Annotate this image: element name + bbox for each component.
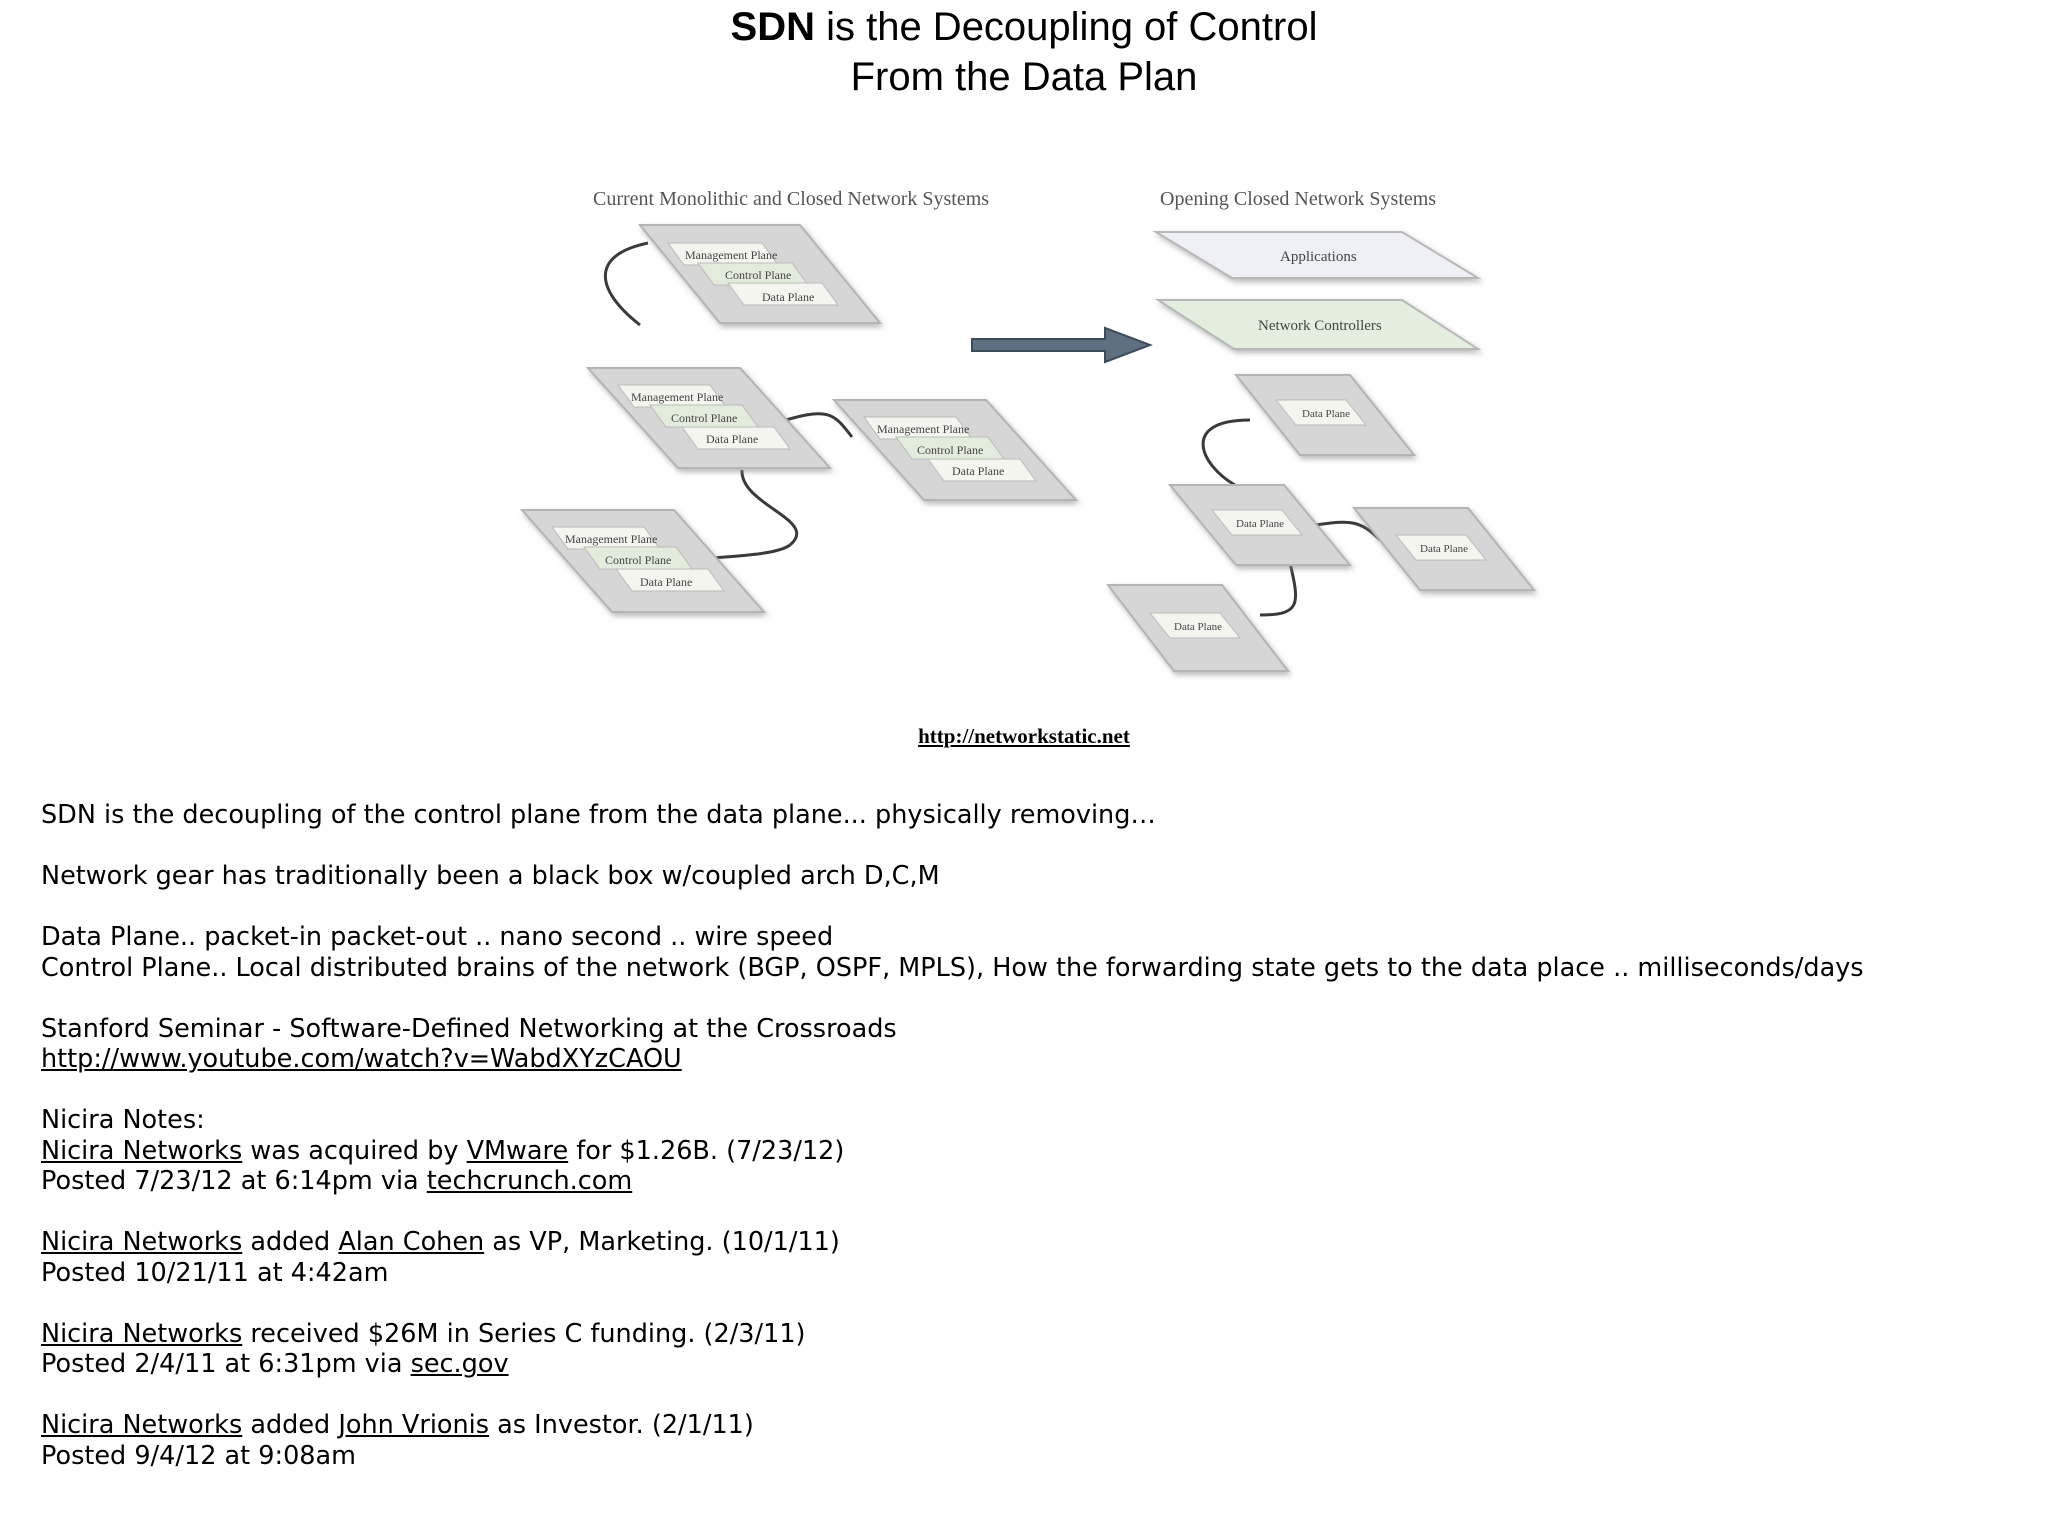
data-plane-label: Data Plane <box>706 432 759 446</box>
entry-text: added <box>242 1227 339 1257</box>
right-diagram-title: Opening Closed Network Systems <box>1160 188 1437 210</box>
entry-text: for $1.26B. (7/23/12) <box>568 1135 845 1166</box>
vmware-link[interactable]: VMware <box>466 1135 569 1166</box>
entry-text: as VP, Marketing. (10/1/11) <box>484 1227 840 1257</box>
right-cable-1 <box>1203 420 1250 485</box>
entry-text: as Investor. (2/1/11) <box>489 1410 754 1440</box>
entry-3-line <box>41 1319 2031 1350</box>
mgmt-plane-label: Management Plane <box>685 248 778 262</box>
legacy-switch-3 <box>834 400 1076 500</box>
data-plane-switch-1 <box>1236 375 1414 455</box>
data-plane-label: Data Plane <box>640 575 693 589</box>
nicira-networks-link[interactable]: Nicira Networks <box>41 1318 243 1349</box>
techcrunch-link[interactable]: techcrunch.com <box>426 1166 633 1196</box>
legacy-switch-1 <box>640 225 880 323</box>
nicira-entry-3 <box>41 1319 2031 1380</box>
data-plane-label: Data Plane <box>1174 621 1222 633</box>
nicira-notes-heading: Nicira Notes: <box>41 1105 205 1135</box>
mgmt-plane-label: Management Plane <box>565 532 658 546</box>
applications-label: Applications <box>1280 249 1357 265</box>
control-plane-label: Control Plane <box>917 443 984 457</box>
data-plane-label: Data Plane <box>1302 408 1350 420</box>
note-planes <box>41 922 2031 983</box>
mgmt-plane-label: Management Plane <box>877 422 970 436</box>
source-link[interactable]: http://networkstatic.net <box>918 724 1130 748</box>
entry-4-line <box>41 1410 2031 1441</box>
sdn-diagram <box>500 175 1560 695</box>
control-plane-label: Control Plane <box>605 553 672 567</box>
entry-1-posted <box>41 1166 2031 1197</box>
data-plane-label: Data Plane <box>1236 518 1284 530</box>
posted-text: Posted 7/23/12 at 6:14pm via <box>41 1166 427 1196</box>
alan-cohen-link[interactable]: Alan Cohen <box>338 1227 485 1257</box>
note-data-plane: Data Plane.. packet-in packet-out .. nano second .. wire speed <box>41 922 834 952</box>
note-definition: SDN is the decoupling of the control plane from the data plane... physically removing… <box>41 800 1156 830</box>
entry-text: added <box>242 1410 339 1440</box>
left-cable-3 <box>742 470 797 545</box>
right-cable-3 <box>1260 563 1296 615</box>
nicira-networks-link[interactable]: Nicira Networks <box>41 1135 243 1166</box>
data-plane-label: Data Plane <box>762 290 815 304</box>
control-plane-label: Control Plane <box>725 268 792 282</box>
note-control-plane: Control Plane.. Local distributed brains of the network (BGP, OSPF, MPLS), How the forwarding state gets to the data place .. milliseconds/days <box>41 952 1864 983</box>
speaker-notes <box>41 800 2031 1502</box>
entry-2-posted: Posted 10/21/11 at 4:42am <box>41 1257 389 1288</box>
seminar-video-link[interactable]: http://www.youtube.com/watch?v=WabdXYzCAOU <box>41 1044 682 1074</box>
posted-text: Posted 2/4/11 at 6:31pm via <box>41 1349 411 1379</box>
title-line-1 <box>0 2 2048 52</box>
title-bold-sdn: SDN <box>730 5 815 49</box>
entry-2-line <box>41 1227 2031 1258</box>
data-plane-label: Data Plane <box>952 464 1005 478</box>
entry-text: was acquired by <box>242 1135 467 1166</box>
sec-gov-link[interactable]: sec.gov <box>410 1349 509 1379</box>
entry-3-posted <box>41 1349 2031 1380</box>
title-line-1-rest: is the Decoupling of Control <box>814 5 1318 49</box>
nicira-entry-2 <box>41 1227 2031 1288</box>
entry-1-line <box>41 1136 2031 1167</box>
note-seminar <box>41 1014 2031 1075</box>
entry-text: received $26M in Series C funding. (2/3/11) <box>242 1318 806 1349</box>
entry-4-posted: Posted 9/4/12 at 9:08am <box>41 1440 356 1471</box>
seminar-title: Stanford Seminar - Software-Defined Networking at the Crossroads <box>41 1013 897 1044</box>
network-controllers-layer <box>1158 300 1478 349</box>
applications-layer <box>1156 232 1478 278</box>
left-diagram-title: Current Monolithic and Closed Network Systems <box>593 188 990 210</box>
data-plane-switch-3 <box>1354 508 1534 590</box>
nicira-networks-link[interactable]: Nicira Networks <box>41 1410 243 1440</box>
left-cable-1 <box>605 243 648 325</box>
title-line-2: From the Data Plan <box>850 55 1198 99</box>
data-plane-label: Data Plane <box>1420 543 1468 555</box>
source-caption <box>0 724 2048 749</box>
note-black-box: Network gear has traditionally been a black box w/coupled arch D,C,M <box>41 861 940 891</box>
nicira-entry-4 <box>41 1410 2031 1471</box>
transition-arrow <box>972 328 1150 362</box>
nicira-networks-link[interactable]: Nicira Networks <box>41 1227 243 1257</box>
slide-title <box>0 2 2048 102</box>
control-plane-label: Control Plane <box>671 411 738 425</box>
legacy-switch-4 <box>522 510 764 612</box>
john-vrionis-link[interactable]: John Vrionis <box>338 1410 490 1440</box>
network-controllers-label: Network Controllers <box>1258 318 1382 334</box>
mgmt-plane-label: Management Plane <box>631 390 724 404</box>
nicira-entry-1 <box>41 1105 2031 1197</box>
data-plane-switch-4 <box>1108 585 1288 671</box>
